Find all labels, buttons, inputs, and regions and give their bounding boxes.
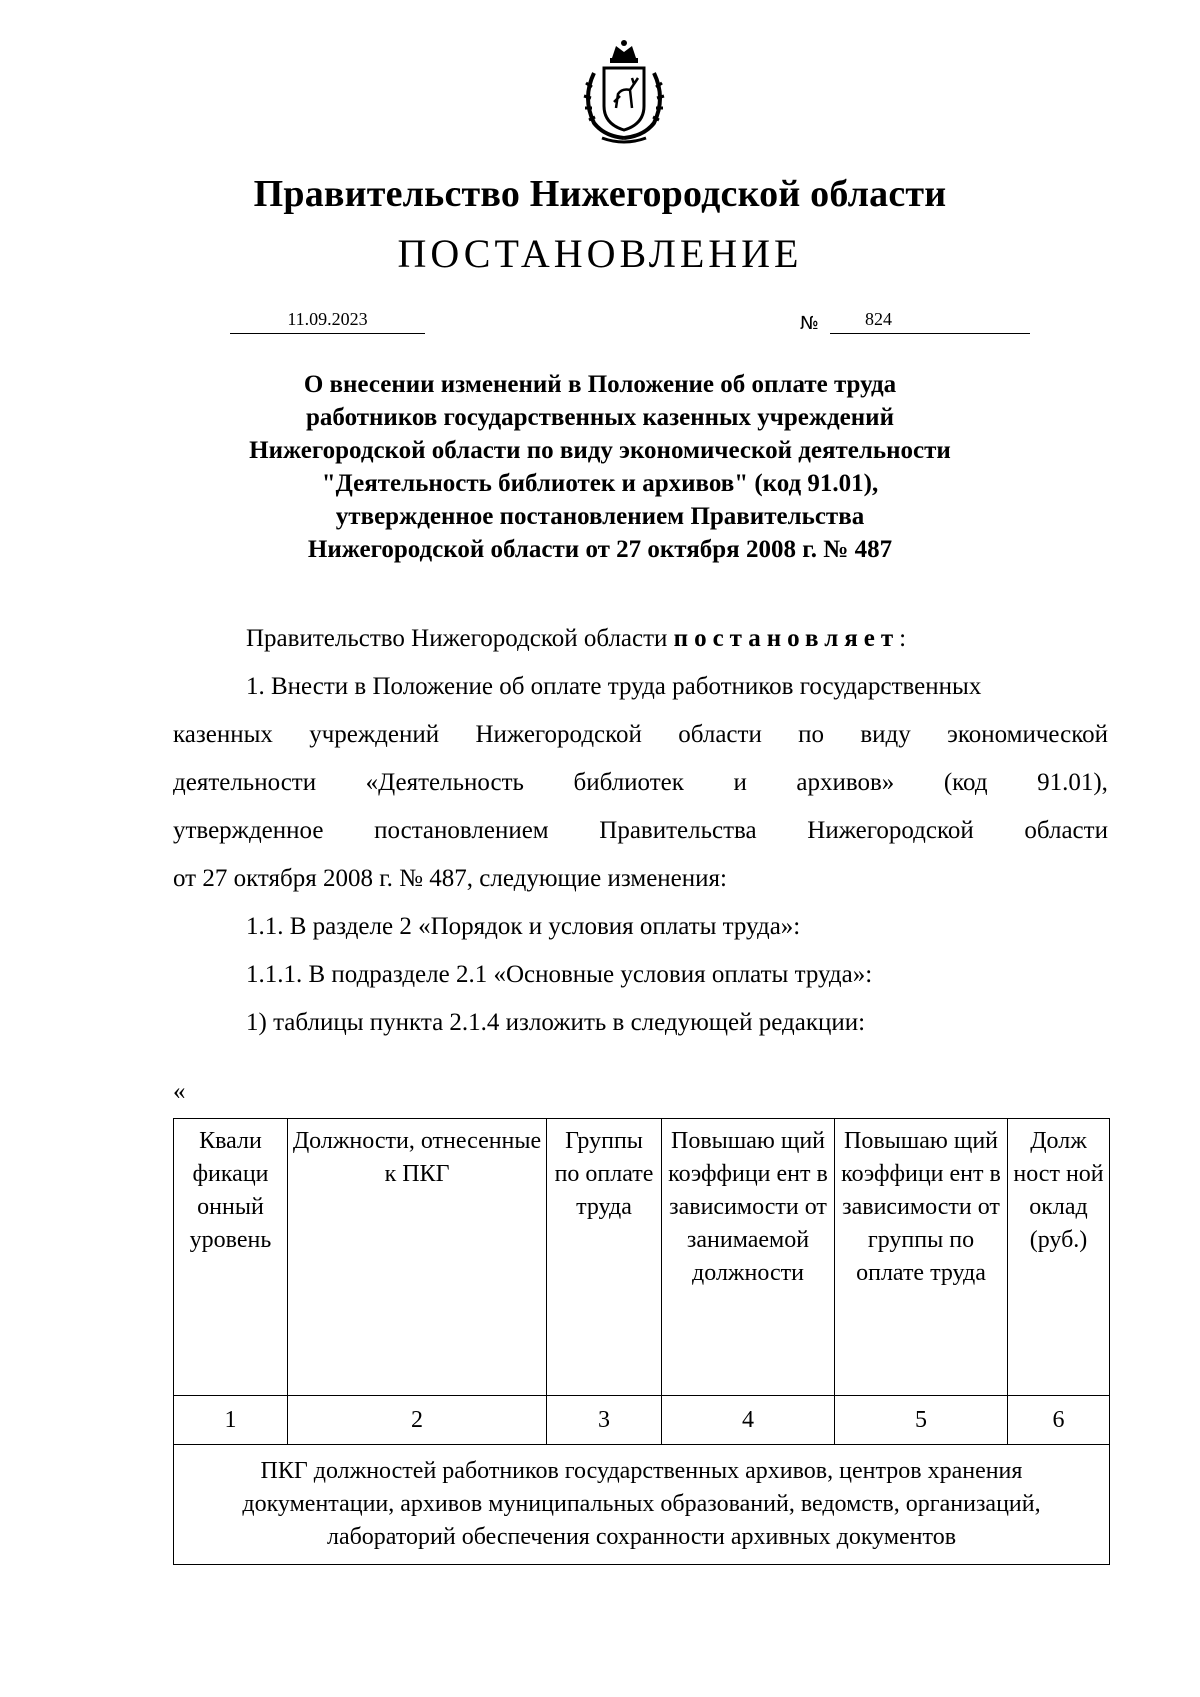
document-subject [160, 368, 1040, 566]
word: деятельности [173, 769, 317, 796]
item1-line5: от 27 октября 2008 г. № 487, следующие изменения: [173, 865, 727, 892]
word: казенных [173, 721, 273, 748]
document-number: 824 [865, 309, 892, 329]
word: (код [943, 769, 988, 796]
document-date: 11.09.2023 [230, 309, 425, 334]
word: архивов» [796, 769, 895, 796]
word: 91.01), [1037, 769, 1108, 796]
word: «Деятельность [365, 769, 524, 796]
header-cell: Повышаю щий коэффици ент в зависимости от группы по оплате труда [835, 1119, 1008, 1396]
word: виду [860, 721, 911, 748]
column-number-cell: 6 [1008, 1396, 1110, 1445]
word: постановлением [374, 817, 549, 844]
word: Нижегородской [475, 721, 642, 748]
item1-line2 [173, 721, 1108, 749]
table-row [174, 1396, 1110, 1445]
open-quote: « [173, 1078, 186, 1105]
decree-colon: : [899, 625, 907, 652]
word: по [798, 721, 825, 748]
item1-line1: 1. Внести в Положение об оплате труда работников государственных [246, 673, 982, 700]
word: Нижегородской [807, 817, 974, 844]
decree-intro: Правительство Нижегородской области [246, 625, 668, 652]
subject-line: Нижегородской области от 27 октября 2008 г. № 487 [307, 536, 893, 563]
column-number-cell: 5 [835, 1396, 1008, 1445]
item-1-1-1: 1.1.1. В подразделе 2.1 «Основные условия оплаты труда»: [246, 961, 873, 988]
word: экономической [947, 721, 1108, 748]
subject-line: "Деятельность библиотек и архивов" (код 91.01), [321, 470, 879, 497]
word: области [678, 721, 762, 748]
header-cell: Группы по оплате труда [547, 1119, 662, 1396]
decree-word: постановляет [673, 625, 900, 652]
decree-intro-paragraph [246, 625, 906, 653]
word: утвержденное [173, 817, 324, 844]
word: библиотек [573, 769, 684, 796]
word: и [733, 769, 747, 796]
subject-line: О внесении изменений в Положение об оплате труда [303, 371, 897, 398]
header-cell: Повышаю щий коэффици ент в зависимости от занимаемой должности [662, 1119, 835, 1396]
word: Правительства [599, 817, 757, 844]
subject-line: работников государственных казенных учреждений [306, 404, 894, 431]
word: области [1024, 817, 1108, 844]
header-cell: Должности, отнесенные к ПКГ [288, 1119, 547, 1396]
column-number-cell: 1 [174, 1396, 288, 1445]
subject-line: Нижегородской области по виду экономической деятельности [249, 437, 951, 464]
government-title: Правительство Нижегородской области [253, 173, 947, 215]
number-sign: № [800, 313, 819, 334]
item1-line3 [173, 769, 1108, 797]
coat-of-arms-emblem [572, 38, 676, 146]
document-number-field [830, 309, 1030, 334]
item-1-1: 1.1. В разделе 2 «Порядок и условия оплаты труда»: [246, 913, 801, 940]
item1-line4 [173, 817, 1108, 845]
subject-line: утвержденное постановлением Правительства [335, 503, 865, 530]
header-cell: Квали фикаци онный уровень [174, 1119, 288, 1396]
table-header-row [174, 1119, 1110, 1396]
salary-table [173, 1118, 1110, 1565]
table-row [174, 1445, 1110, 1565]
document-type: ПОСТАНОВЛЕНИЕ [397, 231, 803, 276]
column-number-cell: 3 [547, 1396, 662, 1445]
word: учреждений [309, 721, 440, 748]
column-number-cell: 2 [288, 1396, 547, 1445]
group-title-cell: ПКГ должностей работников государственных архивов, центров хранения документации, архивов муниципальных образований, ведомств, организаций, лабораторий обеспечения сохранности архивных документов [174, 1445, 1110, 1565]
column-number-cell: 4 [662, 1396, 835, 1445]
header-cell: Долж ност ной оклад (руб.) [1008, 1119, 1110, 1396]
item-1-1-1-1: 1) таблицы пункта 2.1.4 изложить в следующей редакции: [246, 1009, 866, 1036]
